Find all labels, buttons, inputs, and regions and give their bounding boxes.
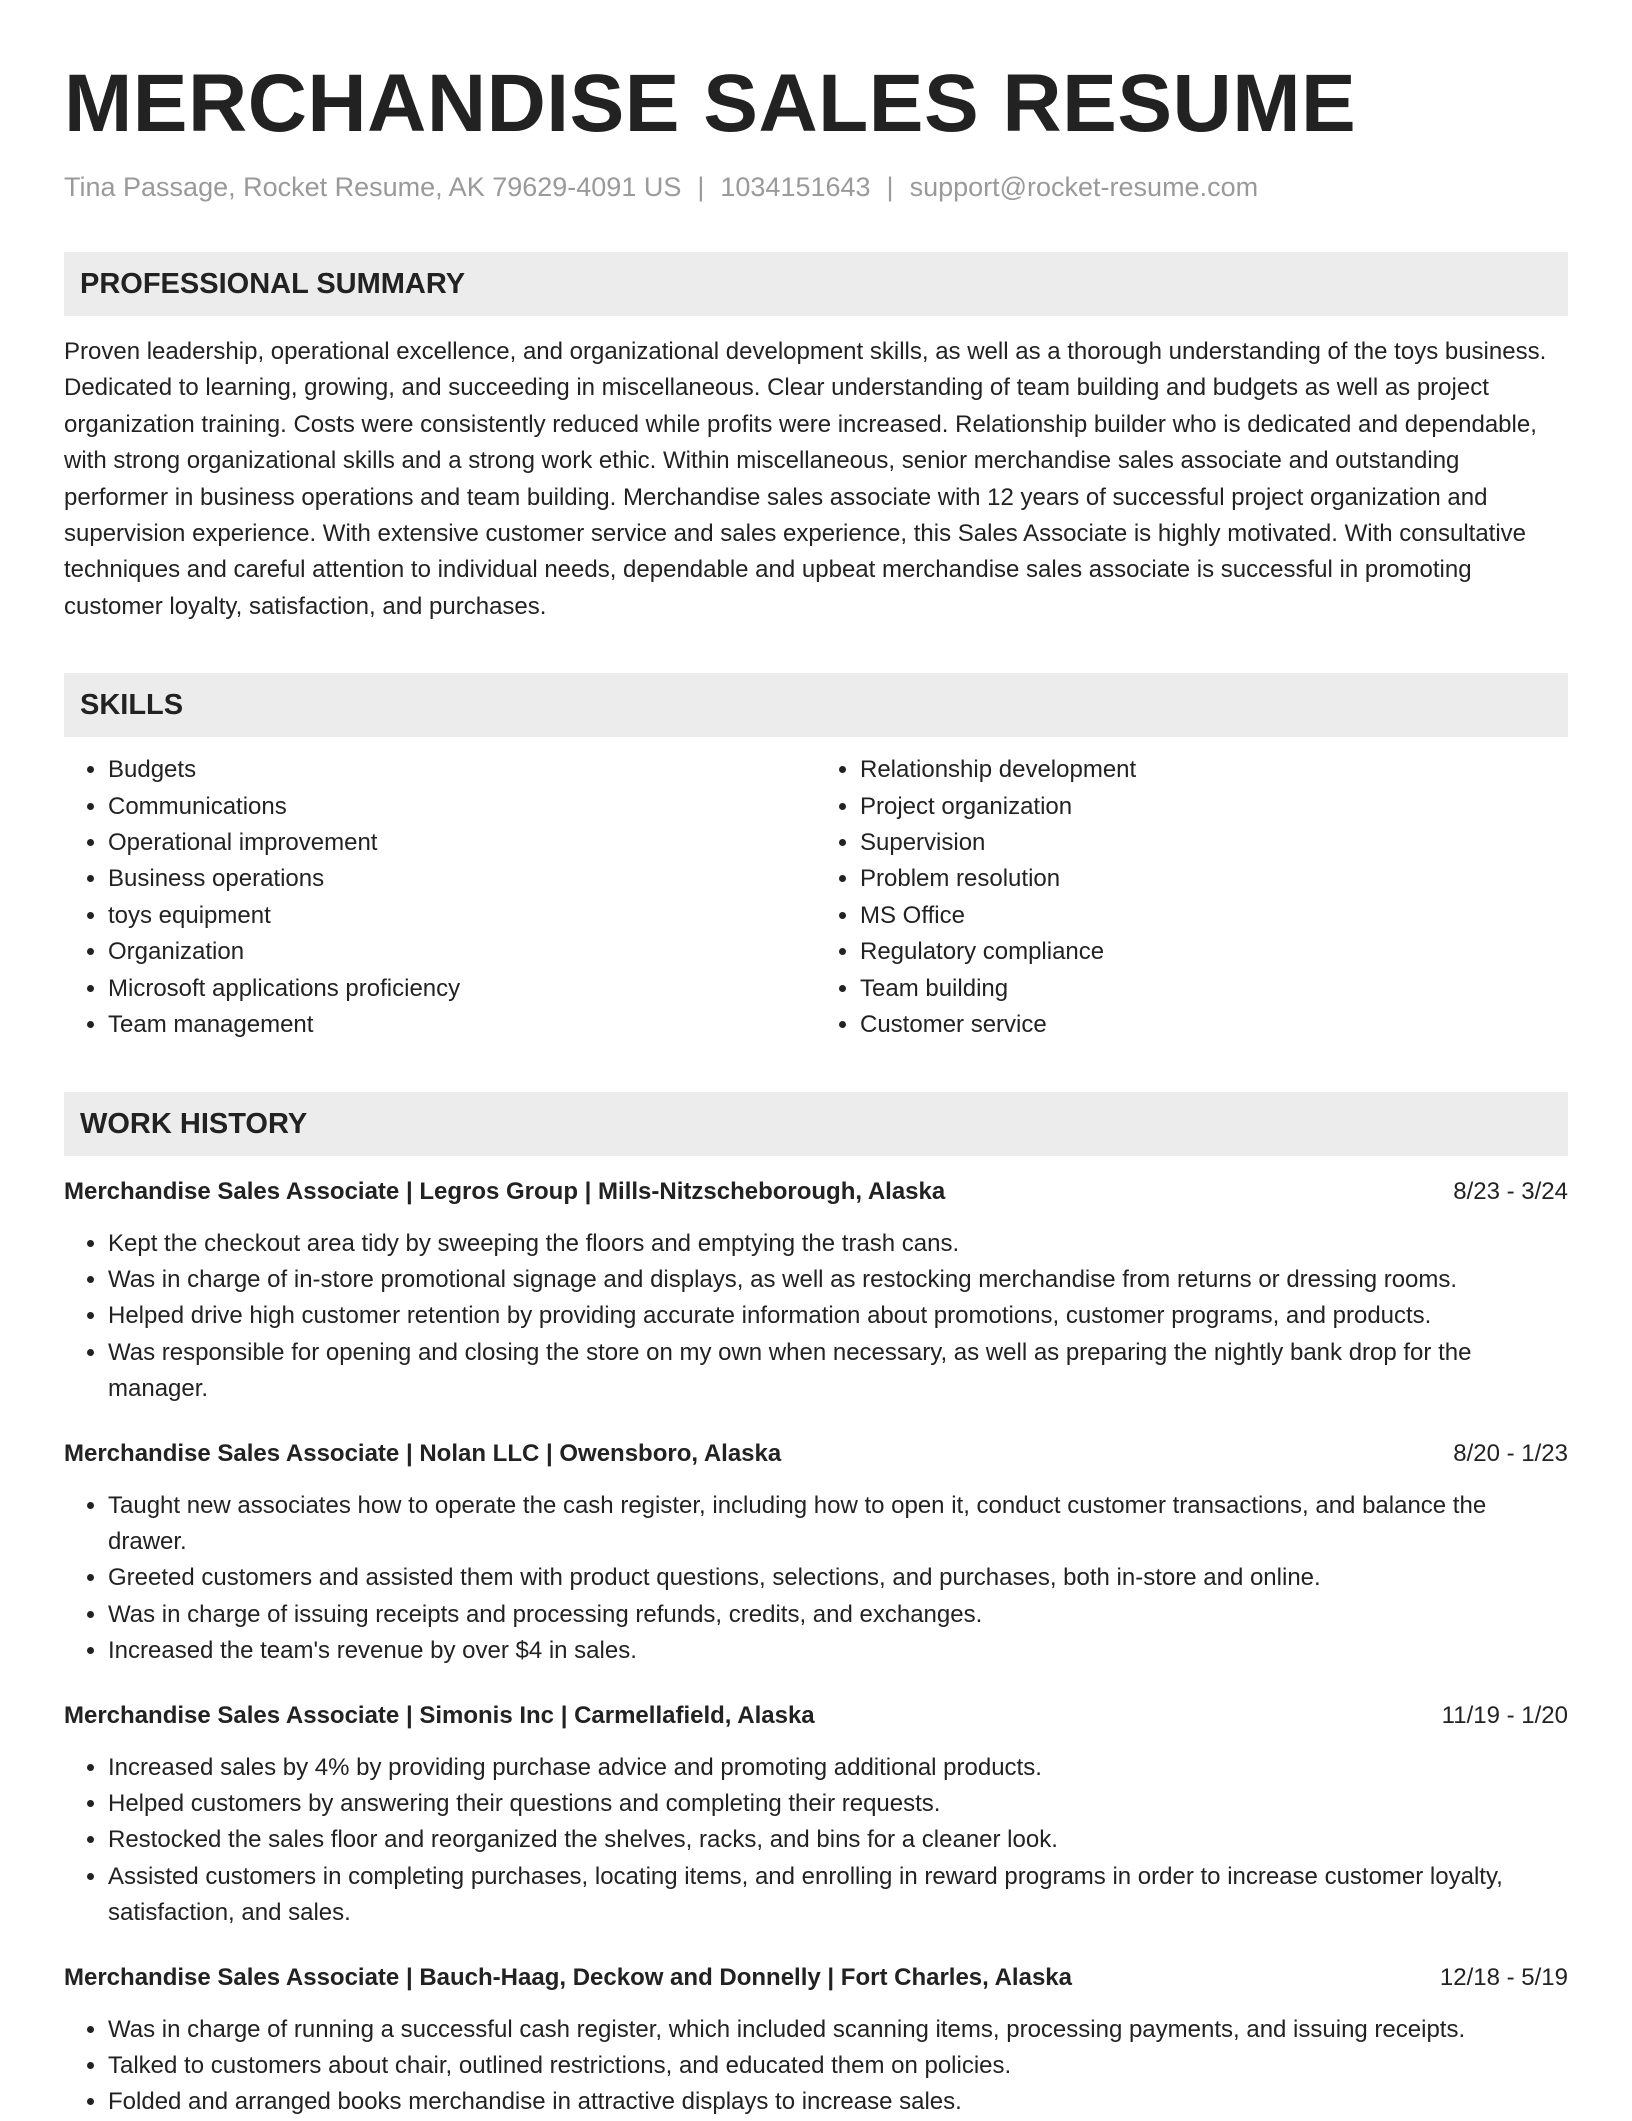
job-bullets [64,1226,1568,1408]
job-bullet: • Increased sales by 4% by providing purchase advice and promoting additional products. [108,1750,1568,1786]
job-bullet: • Greeted customers and assisted them with product questions, selections, and purchases, both in-store and online. [108,1560,1568,1596]
job-header [64,1698,1568,1734]
job-bullet: • Was in charge of running a successful cash register, which included scanning items, processing payments, and issuing receipts. [108,2012,1568,2048]
job-dates: 8/23 - 3/24 [1453,1177,1568,1205]
job-bullet: • Assisted customers in completing purchases, locating items, and enrolling in reward programs in order to increase customer loyalty, satisfaction, and sales. [108,1859,1568,1932]
job-dates: 12/18 - 5/19 [1439,1963,1568,1991]
job-bullet: • Was in charge of in-store promotional signage and displays, as well as restocking merchandise from returns or dressing rooms. [108,1262,1568,1298]
contact-phone: 1034151643 [720,172,871,202]
job-bullet: • Helped drive high customer retention by providing accurate information about promotions, customer programs, and products. [108,1298,1568,1334]
skill-item: • Organization [108,934,816,970]
contact-separator: | [886,172,894,202]
job-header [64,1436,1568,1472]
job-entry [64,1436,1568,1670]
contact-separator: | [697,172,705,202]
job-bullet: • Was responsible for opening and closing the store on my own when necessary, as well as preparing the nightly bank drop for the manager. [108,1335,1568,1408]
contact-line [64,170,1568,204]
contact-email: support@rocket-resume.com [909,172,1259,202]
job-title: Merchandise Sales Associate | Nolan LLC | Owensboro, Alaska [64,1439,782,1467]
skill-item: • Relationship development [860,752,1568,788]
skill-item: • Operational improvement [108,825,816,861]
resume-title: MERCHANDISE SALES RESUME [64,58,1357,149]
job-bullet: • Folded and arranged books merchandise in attractive displays to increase sales. [108,2084,1568,2120]
skill-item: • toys equipment [108,898,816,934]
job-entry [64,1698,1568,1932]
skills-column-left [64,752,816,1043]
skills-heading: SKILLS [64,673,1568,737]
job-entry [64,1960,1568,2121]
skill-item: • Regulatory compliance [860,934,1568,970]
skill-item: • Business operations [108,861,816,897]
skill-item: • Team management [108,1007,816,1043]
summary-heading: PROFESSIONAL SUMMARY [64,252,1568,316]
skill-item: • Budgets [108,752,816,788]
work-history-heading: WORK HISTORY [64,1092,1568,1156]
job-bullet: • Was in charge of issuing receipts and processing refunds, credits, and exchanges. [108,1597,1568,1633]
skill-item: • Project organization [860,789,1568,825]
job-bullets [64,2012,1568,2121]
job-bullets [64,1488,1568,1670]
summary-text: Proven leadership, operational excellence, and organizational development skills, as well as a thorough understanding of the toys business. Dedicated to learning, growing, and succeeding in miscellaneous. Clear understanding of team building and budgets as well as project organization training. Costs were consistently reduced while profits were increased. Relationship builder who is dedicated and dependable, with strong organizational skills and a strong work ethic. Within miscellaneous, senior merchandise sales associate and outstanding performer in business operations and team building. Merchandise sales associate with 12 years of successful project organization and supervision experience. With extensive customer service and sales experience, this Sales Associate is highly motivated. With consultative techniques and careful attention to individual needs, dependable and upbeat merchandise sales associate is successful in promoting customer loyalty, satisfaction, and purchases. [64,338,1547,620]
skill-item: • Communications [108,789,816,825]
job-header [64,1960,1568,1996]
job-header [64,1174,1568,1210]
job-title: Merchandise Sales Associate | Bauch-Haag, Deckow and Donnelly | Fort Charles, Alaska [64,1963,1072,1991]
job-bullet: • Helped customers by answering their questions and completing their requests. [108,1786,1568,1822]
job-bullet: • Restocked the sales floor and reorganized the shelves, racks, and bins for a cleaner look. [108,1822,1568,1858]
skill-item: • Supervision [860,825,1568,861]
skill-item: • MS Office [860,898,1568,934]
skill-item: • Microsoft applications proficiency [108,971,816,1007]
job-dates: 8/20 - 1/23 [1453,1439,1568,1467]
job-bullet: • Talked to customers about chair, outlined restrictions, and educated them on policies. [108,2048,1568,2084]
contact-address: Tina Passage, Rocket Resume, AK 79629-4091 US [64,172,682,202]
job-entry [64,1174,1568,1408]
job-title: Merchandise Sales Associate | Simonis Inc | Carmellafield, Alaska [64,1701,815,1729]
skill-item: • Customer service [860,1007,1568,1043]
job-dates: 11/19 - 1/20 [1441,1701,1568,1729]
skill-item: • Problem resolution [860,861,1568,897]
job-bullet: • Kept the checkout area tidy by sweeping the floors and emptying the trash cans. [108,1226,1568,1262]
skills-list [64,752,1568,1043]
job-bullet: • Increased the team's revenue by over $4 in sales. [108,1633,1568,1669]
job-bullet: • Taught new associates how to operate the cash register, including how to open it, conduct customer transactions, and balance the drawer. [108,1488,1568,1561]
job-title: Merchandise Sales Associate | Legros Group | Mills-Nitzscheborough, Alaska [64,1177,946,1205]
skill-item: • Team building [860,971,1568,1007]
job-bullets [64,1750,1568,1932]
skills-column-right [816,752,1568,1043]
